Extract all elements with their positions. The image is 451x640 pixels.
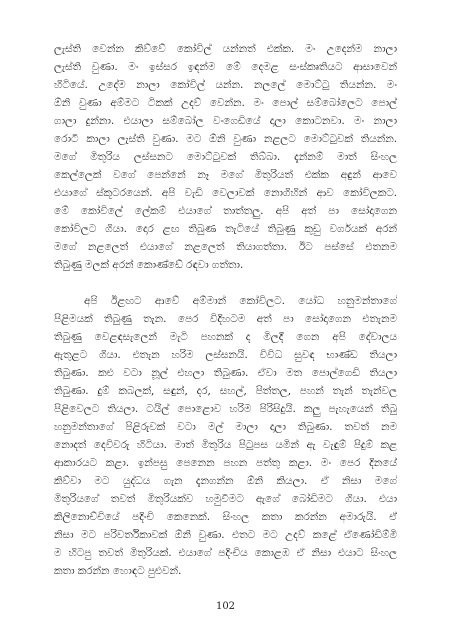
- text-line: කතා කරන්න හොඳට පුළුවන්.: [54, 565, 182, 577]
- text-line: තිබුණා. කළු වටා නූල් එහලා තිබුණා. ඒවා මත පොල්ගෙඩි තියලා: [54, 367, 397, 379]
- page-number: 102: [215, 601, 236, 612]
- text-line: පිළිමයක් තිබුණු තැන. පෙර විදිහටම අත් පා සෝදාගෙන එතැනම: [54, 313, 397, 325]
- text-line: හිටියේ. උදේම නාලා කෝවිල් යන්න. නලලේ මොට්ටු තියන්න. මං: [54, 79, 397, 91]
- text-line: රොටී කාලා ලැස්ති වුණා. මට ඕනි වුණා නළලට මොට්ටුවක් තියන්න.: [54, 133, 397, 145]
- text-line: මගේ මිතුරිය ලස්සනට මොට්ටුවක් තිබ්බා. දැන්නම් මාත් සිංහල: [54, 151, 397, 163]
- text-line: මගේ නළලෙත් එයාගේ නළලෙත් තියාගත්තා. ඊට පස්සේ එතනම: [54, 241, 397, 253]
- text-line: තිබුණු මලක් අරන් කොණ්ඩේ රඳවා ගත්තා.: [54, 259, 244, 271]
- text-line: ලැස්ති වෙන්න කිව්වේ කෝවිල් යන්නත් එක්ක. මං උදෙන්ම නාලා: [54, 43, 397, 55]
- text-line: ගාලා දුන්නා. එයාලා සම්බෝල වංගෙඩියේ දාලා කොටනවා. මං නාලා: [54, 115, 397, 127]
- text-line: තිබුණා. දුම් කබලක්, සඳුන්, දර, සහල්, පිත්තල, පහන් තැන් තැන්වල: [54, 385, 397, 397]
- text-line: නිසා මට පරිවර්තිකාවක් ඕනි වුණා. එතට මට උදව් කළේ ඒණෝඩිම්මි: [54, 529, 397, 541]
- text-line: ලැස්ති වුණා. මං ඉස්සර ඉඳන්ම මේ දෙමළ සංස්කෘතියට ආසාවෙන්: [54, 61, 397, 73]
- text-line: පිළිවෙලට තියලා. ටයිල් පොළොව හරිම පිරිසිදුයි. කලු පැහැයෙන් තිබු: [54, 403, 397, 415]
- paragraph-2: [54, 292, 397, 580]
- text-line: ම හිටපු තවත් මිතුරියක්. එයාගේ පදිංචිය කොළඹ ඒ නිසා එයාට සිංහල: [54, 547, 397, 559]
- text-line: ආකාරයට කළා. ඉන්පසු පෙනෙන පහන පත්තු කළා. මං පෙර දිනයේ: [54, 457, 397, 469]
- text-line: කිලිනොච්චියේ පදිංචි කෙනෙක්. සිංහල කතා කරන්න අමාරුයි. ඒ: [54, 511, 397, 523]
- text-line: කිව්වා මට යුද්ධය ගැන දැනගන්න ඕනි කියලා. ඒ නිසා මගේ: [54, 475, 397, 487]
- text-line: මේ කෝවිලේ ලේකම් එයාගේ තාත්තලු. අපි අත් පා සෝදාගෙන: [54, 205, 397, 217]
- text-line: කෙල්ලෙක් වගේ පෙන්නේ නෑ මගේ මිතුරියත් එක්ක අඳුන් ආවෙ: [54, 169, 397, 181]
- text-line: තිබුණු වෙළඳසැලෙන් මැටි පහනක් ද මිලදී ගෙන අපි දේවාලය: [54, 331, 397, 343]
- paragraph-1: [54, 40, 397, 274]
- text-line: හනුමන්තාගේ පිළිරුවක් වටා මල් මාලා දාලා තිබුණා. තවත් නම: [54, 421, 397, 433]
- text-line: අපි ඊළඟට ආවේ අම්මාන් කෝවිලට. යෝධ හනුමන්තාගේ: [84, 295, 397, 307]
- text-line: ඇතුළට ගියා. එතැන හරිම ලස්සනයි. විවිධ සුවඳ භාණ්ඩ තියලා: [54, 349, 397, 361]
- text-line: එයාගේ ස්කූටරයෙන්. අපි වැඩි වෙලාවක් නොගිහින් ආව කෝවිලකට.: [54, 187, 397, 199]
- text-line: මිතුරියගේ තවත් මිතුරියක්ව හමුවීමට ඇගේ බෝඩිමට ගියා. එයා: [54, 493, 397, 505]
- text-line: කෝවිලට ගියා. දොර ළඟ තිබුණ තැටියේ තිබුණු කුඩු වර්ගයක් අරන්: [54, 223, 397, 235]
- text-line: ඕනි වුණා අම්මට ටිකක් උදව් වෙන්න. මං පොල් සම්බෝලෙට පොල්: [54, 97, 397, 109]
- text-line: නොදත් දෙවිවරු හිටියා. මාත් මිතුරිය පිටුපස යමින් ඇ වැඳුම් පිදුම් කළ: [54, 439, 397, 451]
